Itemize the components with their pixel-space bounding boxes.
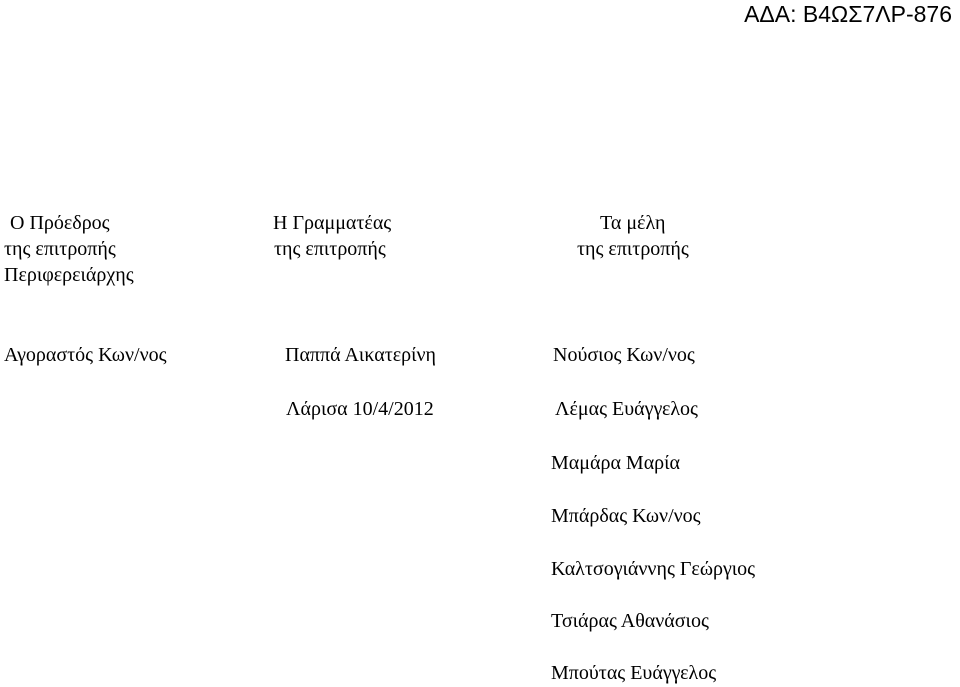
- president-subtitle: της επιτροπής: [4, 238, 116, 260]
- member-name: Λέμας Ευάγγελος: [555, 398, 698, 420]
- secretary-name: Παππά Αικατερίνη: [285, 344, 436, 366]
- member-name: Τσιάρας Αθανάσιος: [551, 610, 709, 632]
- member-name: Καλτσογιάννης Γεώργιος: [551, 558, 756, 580]
- member-name: Μπάρδας Κων/νος: [551, 505, 701, 527]
- member-name: Μαμάρα Μαρία: [551, 452, 681, 474]
- secretary-title: Η Γραμματέας: [273, 212, 392, 234]
- secretary-subtitle: της επιτροπής: [274, 238, 386, 260]
- secretary-place-date: Λάρισα 10/4/2012: [286, 398, 434, 420]
- members-title: Τα μέλη: [600, 212, 666, 234]
- members-subtitle: της επιτροπής: [577, 238, 689, 260]
- member-name: Νούσιος Κων/νος: [553, 344, 695, 366]
- president-role: Περιφερειάρχης: [4, 264, 134, 286]
- president-name: Αγοραστός Κων/νος: [4, 344, 167, 366]
- member-name: Μπούτας Ευάγγελος: [551, 662, 717, 684]
- ada-code: ΑΔΑ: Β4ΩΣ7ΛΡ-876: [744, 1, 952, 27]
- president-title: Ο Πρόεδρος: [10, 212, 110, 234]
